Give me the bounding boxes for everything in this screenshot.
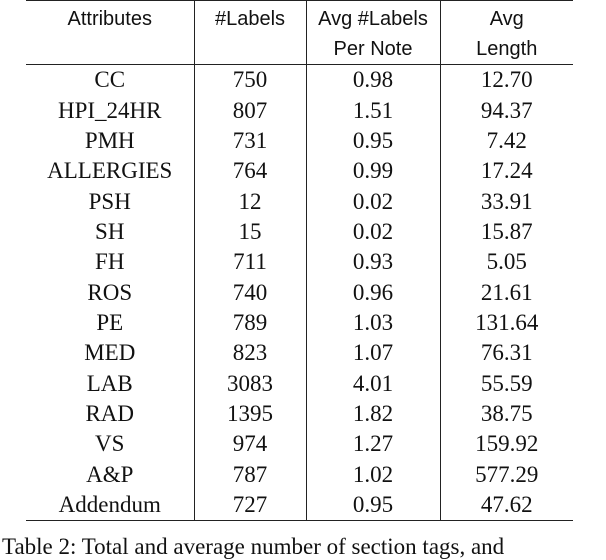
table-row [26, 338, 573, 368]
avg-labels-cell: 1.07 [306, 338, 440, 368]
avg-length-cell: 15.87 [440, 217, 573, 247]
avg-labels-cell: 0.02 [306, 217, 440, 247]
header-avg-labels-per-note: Avg #Labels Per Note [306, 1, 440, 65]
attribute-cell: CC [94, 67, 126, 93]
labels-cell: 750 [194, 65, 306, 96]
avg-labels-cell: 1.51 [306, 95, 440, 125]
avg-labels-cell: 1.82 [306, 399, 440, 429]
table-row [26, 247, 573, 277]
avg-labels-cell: 1.03 [306, 308, 440, 338]
avg-labels-cell: 0.99 [306, 156, 440, 186]
attribute-cell: HPI_24HR [57, 97, 162, 123]
attribute-cell: ROS [87, 279, 133, 305]
labels-cell: 789 [194, 308, 306, 338]
avg-length-cell: 131.64 [440, 308, 573, 338]
attribute-cell: PSH [88, 188, 131, 214]
table-row [26, 308, 573, 338]
avg-length-cell: 12.70 [440, 65, 573, 96]
avg-length-cell: 33.91 [440, 186, 573, 216]
avg-labels-cell: 0.93 [306, 247, 440, 277]
labels-cell: 807 [194, 95, 306, 125]
avg-labels-cell: 0.96 [306, 277, 440, 307]
attribute-cell: SH [95, 218, 125, 244]
avg-length-cell: 21.61 [440, 277, 573, 307]
attribute-cell: MED [84, 340, 136, 366]
labels-cell: 787 [194, 459, 306, 489]
avg-length-cell: 55.59 [440, 368, 573, 398]
table-row [26, 490, 573, 521]
header-attributes: Attributes [26, 1, 194, 65]
table-row [26, 399, 573, 429]
attribute-cell: ALLERGIES [47, 158, 173, 184]
labels-cell: 731 [194, 126, 306, 156]
avg-labels-cell: 4.01 [306, 368, 440, 398]
header-avg-length: Avg Length [440, 1, 573, 65]
avg-length-cell: 5.05 [440, 247, 573, 277]
avg-labels-cell: 0.95 [306, 490, 440, 521]
avg-length-cell: 159.92 [440, 429, 573, 459]
labels-cell: 3083 [194, 368, 306, 398]
attribute-cell: LAB [86, 370, 133, 396]
avg-length-cell: 76.31 [440, 338, 573, 368]
attribute-cell: A&P [86, 461, 134, 487]
table-container [26, 0, 573, 521]
avg-length-cell: 17.24 [440, 156, 573, 186]
table-row [26, 95, 573, 125]
labels-cell: 12 [194, 186, 306, 216]
table-row [26, 277, 573, 307]
avg-labels-cell: 0.95 [306, 126, 440, 156]
avg-length-cell: 577.29 [440, 459, 573, 489]
avg-labels-cell: 1.27 [306, 429, 440, 459]
attribute-cell: PMH [84, 127, 135, 153]
attribute-cell: PE [96, 309, 124, 335]
labels-cell: 711 [194, 247, 306, 277]
table-row [26, 65, 573, 96]
attribute-cell: VS [95, 431, 125, 457]
avg-labels-cell: 1.02 [306, 459, 440, 489]
section-statistics-table [26, 0, 573, 521]
avg-length-cell: 47.62 [440, 490, 573, 521]
header-row [26, 1, 573, 65]
table-row [26, 186, 573, 216]
header-labels: #Labels [194, 1, 306, 65]
avg-labels-cell: 0.98 [306, 65, 440, 96]
avg-length-cell: 38.75 [440, 399, 573, 429]
table-body [26, 65, 573, 521]
labels-cell: 764 [194, 156, 306, 186]
table-row [26, 126, 573, 156]
labels-cell: 974 [194, 429, 306, 459]
table-row [26, 459, 573, 489]
labels-cell: 1395 [194, 399, 306, 429]
attribute-cell: Addendum [26, 490, 194, 521]
avg-length-cell: 7.42 [440, 126, 573, 156]
table-row [26, 217, 573, 247]
labels-cell: 740 [194, 277, 306, 307]
avg-length-cell: 94.37 [440, 95, 573, 125]
labels-cell: 823 [194, 338, 306, 368]
attribute-cell: FH [95, 249, 125, 275]
labels-cell: 727 [194, 490, 306, 521]
table-row [26, 368, 573, 398]
table-row [26, 156, 573, 186]
table-row [26, 429, 573, 459]
avg-labels-cell: 0.02 [306, 186, 440, 216]
attribute-cell: RAD [85, 400, 135, 426]
labels-cell: 15 [194, 217, 306, 247]
table-caption: Table 2: Total and average number of section tags, and [2, 534, 505, 559]
